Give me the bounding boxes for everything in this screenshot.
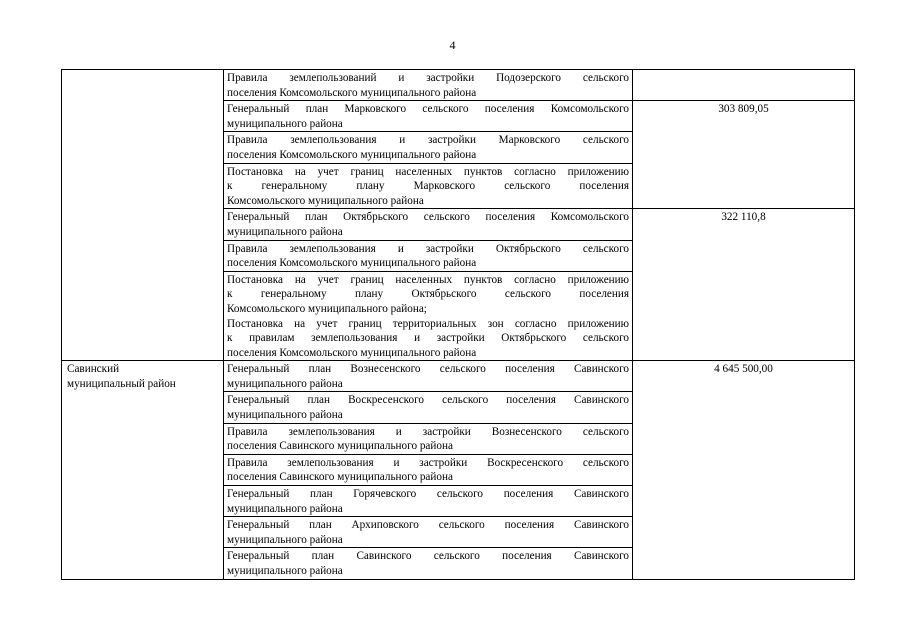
document-cell xyxy=(224,423,633,454)
district-cell xyxy=(62,70,224,361)
text-line: Генеральный план Архиповского сельского поселения Савинского xyxy=(227,519,629,532)
document-cell xyxy=(224,240,633,271)
document-cell xyxy=(224,70,633,101)
text-line: Правила землепользований и застройки Подозерского сельского xyxy=(227,72,629,84)
text-line: Генеральный план Савинского сельского поселения Савинского xyxy=(227,550,629,563)
text-line: Правила землепользования и застройки Октябрьского сельского xyxy=(227,242,629,255)
document-cell xyxy=(224,101,633,132)
district-cell xyxy=(62,361,224,579)
text-line: к генеральному плану Октябрьского сельского поселения xyxy=(227,288,629,301)
text-line: Генеральный план Вознесенского сельского поселения Савинского xyxy=(227,363,629,376)
text-line: Правила землепользования и застройки Вознесенского сельского xyxy=(227,425,629,438)
text-line: муниципального района xyxy=(227,565,343,577)
page-number: 4 xyxy=(449,38,456,52)
text-line: поселения Комсомольского муниципального района xyxy=(227,346,477,359)
text-line: к генеральному плану Марковского сельского поселения xyxy=(227,180,629,193)
text-line: Генеральный план Воскресенского сельского поселения Савинского xyxy=(227,394,629,407)
text-line: муниципального района xyxy=(227,117,343,130)
document-cell xyxy=(224,132,633,163)
text-line: муниципального района xyxy=(227,225,343,238)
text-line: Комсомольского муниципального района xyxy=(227,194,424,207)
text-line: Постановка на учет границ территориальных зон согласно приложению xyxy=(227,317,629,330)
amount-cell: 322 110,8 xyxy=(633,209,855,361)
text-line: поселения Комсомольского муниципального района xyxy=(227,257,477,270)
text-line: муниципального района xyxy=(227,533,343,546)
text-line: Постановка на учет границ населенных пунктов согласно приложению xyxy=(227,165,629,178)
text-line: муниципального района xyxy=(227,409,343,422)
document-cell xyxy=(224,392,633,423)
document-cell xyxy=(224,517,633,548)
amount-cell xyxy=(633,70,855,101)
amount-cell: 4 645 500,00 xyxy=(633,361,855,579)
allocation-table xyxy=(61,69,855,580)
text-line: Генеральный план Горячевского сельского поселения Савинского xyxy=(227,488,629,501)
document-cell xyxy=(224,548,633,579)
text-line: Комсомольского муниципального района; xyxy=(227,302,427,315)
amount-cell: 303 809,05 xyxy=(633,101,855,209)
text-line: к правилам землепользования и застройки Октябрьского сельского xyxy=(227,332,629,345)
text-line: Правила землепользования и застройки Марковского сельского xyxy=(227,134,629,147)
text-line: поселения Савинского муниципального района xyxy=(227,471,453,484)
document-cell xyxy=(224,361,633,392)
document-cell xyxy=(224,163,633,209)
district-name-line: муниципальный район xyxy=(67,377,176,390)
document-cell xyxy=(224,271,633,361)
text-line: Генеральный план Октябрьского сельского поселения Комсомольского xyxy=(227,211,629,224)
district-name-line: Савинский xyxy=(67,363,120,376)
document-cell xyxy=(224,454,633,485)
table-row xyxy=(62,361,855,392)
document-cell xyxy=(224,209,633,240)
text-line: Постановка на учет границ населенных пунктов согласно приложению xyxy=(227,273,629,286)
text-line: Правила землепользования и застройки Воскресенского сельского xyxy=(227,456,629,469)
text-line: поселения Комсомольского муниципального района xyxy=(227,148,477,161)
text-line: поселения Комсомольского муниципального района xyxy=(227,86,477,99)
text-line: Генеральный план Марковского сельского поселения Комсомольского xyxy=(227,103,629,116)
document-cell xyxy=(224,486,633,517)
text-line: поселения Савинского муниципального района xyxy=(227,440,453,453)
text-line: муниципального района xyxy=(227,502,343,515)
table-row xyxy=(62,70,855,101)
text-line: муниципального района xyxy=(227,377,343,390)
